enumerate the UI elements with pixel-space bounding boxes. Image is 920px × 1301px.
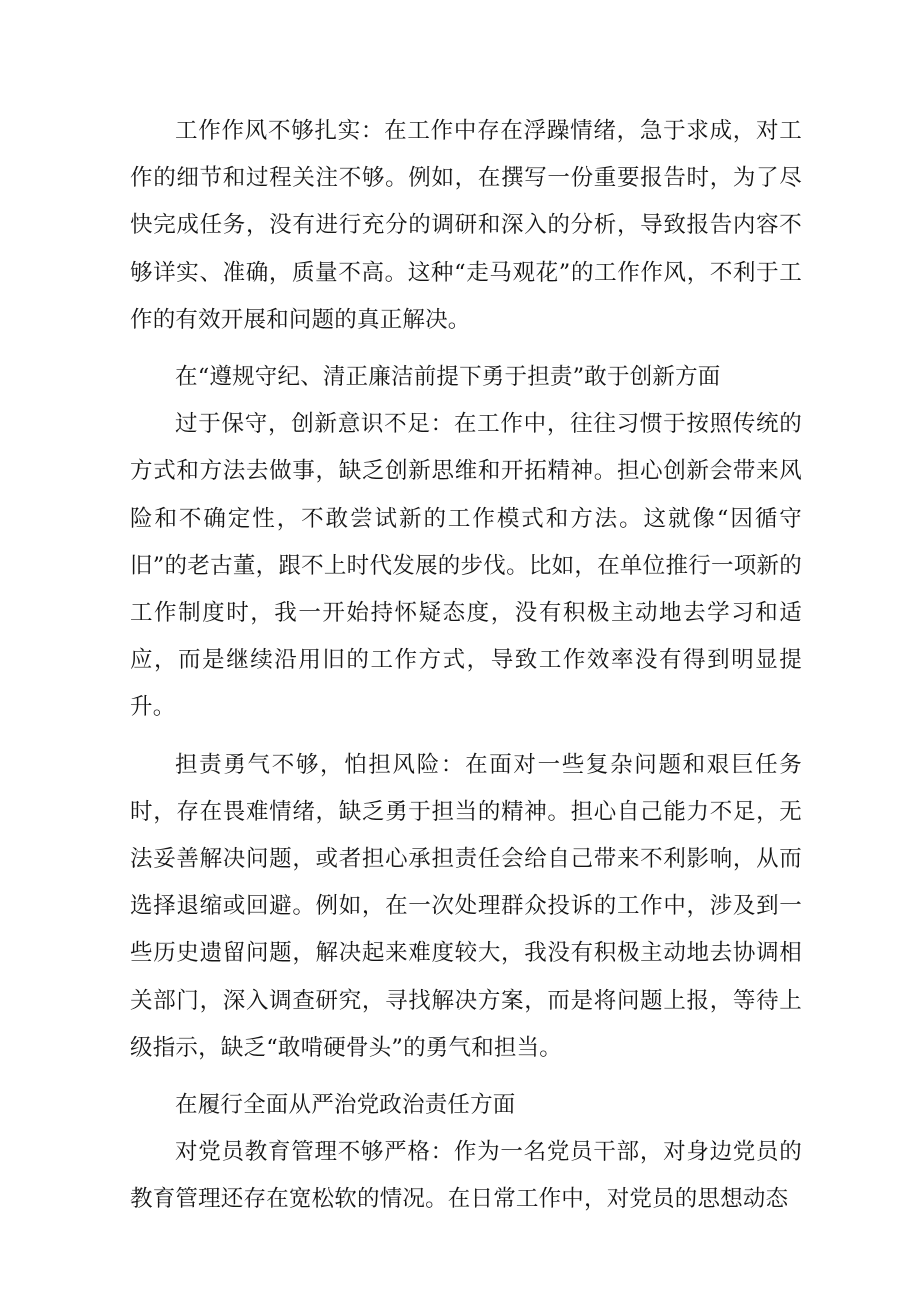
paragraph-responsibility: 担责勇气不够，怕担风险：在面对一些复杂问题和艰巨任务时，存在畏难情绪，缺乏勇于担当的精神。担心自己能力不足，无法妥善解决问题，或者担心承担责任会给自己带来不利影响，从而选择退缩或回避。例如，在一次处理群众投诉的工作中，涉及到一些历史遗留问题，解决起来难度较大，我没有积极主动地去协调相关部门，深入调查研究，寻找解决方案，而是将问题上报，等待上级指示，缺乏“敢啃硬骨头”的勇气和担当。 [130, 751, 802, 1061]
paragraph-work-style: 工作作风不够扎实：在工作中存在浮躁情绪，急于求成，对工作的细节和过程关注不够。例如，在撰写一份重要报告时，为了尽快完成任务，没有进行充分的调研和深入的分析，导致报告内容不够详实、准确，质量不高。这种“走马观花”的工作作风，不利于工作的有效开展和问题的真正解决。 [130, 118, 802, 333]
document-body [130, 108, 802, 1234]
paragraph-party-education: 对党员教育管理不够严格：作为一名党员干部，对身边党员的教育管理还存在宽松软的情况。在日常工作中，对党员的思想动态 [130, 1139, 802, 1213]
section-heading-innovation: 在“遵规守纪、清正廉洁前提下勇于担责”敢于创新方面 [175, 364, 721, 391]
section-heading-party-governance: 在履行全面从严治党政治责任方面 [175, 1092, 516, 1119]
paragraph-conservative: 过于保守，创新意识不足：在工作中，往往习惯于按照传统的方式和方法去做事，缺乏创新思维和开拓精神。担心创新会带来风险和不确定性，不敢尝试新的工作模式和方法。这就像“因循守旧”的老古董，跟不上时代发展的步伐。比如，在单位推行一项新的工作制度时，我一开始持怀疑态度，没有积极主动地去学习和适应，而是继续沿用旧的工作方式，导致工作效率没有得到明显提升。 [130, 411, 802, 721]
